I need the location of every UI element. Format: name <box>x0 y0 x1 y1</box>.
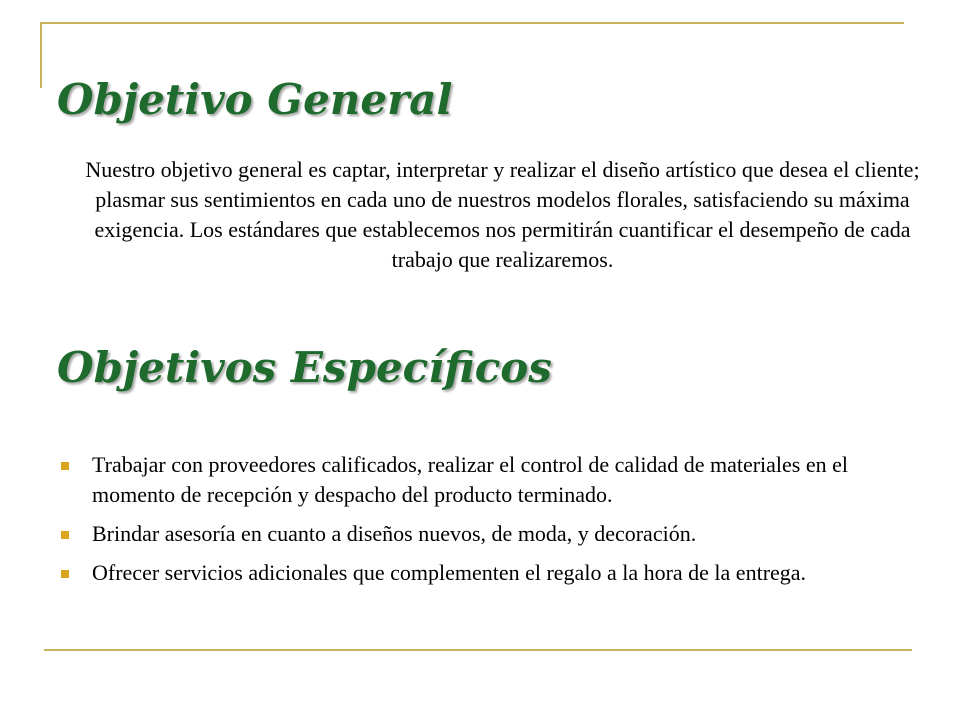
general-objective-title: Objetivo General <box>57 75 453 124</box>
left-divider <box>40 22 42 88</box>
list-item <box>58 558 918 588</box>
general-objective-paragraph: Nuestro objetivo general es captar, interpretar y realizar el diseño artístico que desea el cliente; plasmar sus sentimientos en cada uno de nuestros modelos florales, satisfaciendo su máxima exigencia. Los estándares que establecemos nos permitirán cuantificar el desempeño de cada trabajo que realizaremos. <box>85 157 920 272</box>
list-item <box>58 519 918 549</box>
list-item-text: Ofrecer servicios adicionales que complementen el regalo a la hora de la entrega. <box>92 560 807 585</box>
specific-objectives-title: Objetivos Específicos <box>57 343 552 392</box>
square-bullet-icon <box>61 462 69 470</box>
list-item-text: Brindar asesoría en cuanto a diseños nuevos, de moda, y decoración. <box>92 521 697 546</box>
square-bullet-icon <box>61 570 69 578</box>
specific-objectives-list <box>58 450 918 597</box>
square-bullet-icon <box>61 531 69 539</box>
list-item <box>58 450 918 510</box>
list-item-text: Trabajar con proveedores calificados, realizar el control de calidad de materiales en el momento de recepción y despacho del producto terminado. <box>92 452 848 507</box>
bottom-divider <box>44 649 912 651</box>
top-divider <box>40 22 904 24</box>
